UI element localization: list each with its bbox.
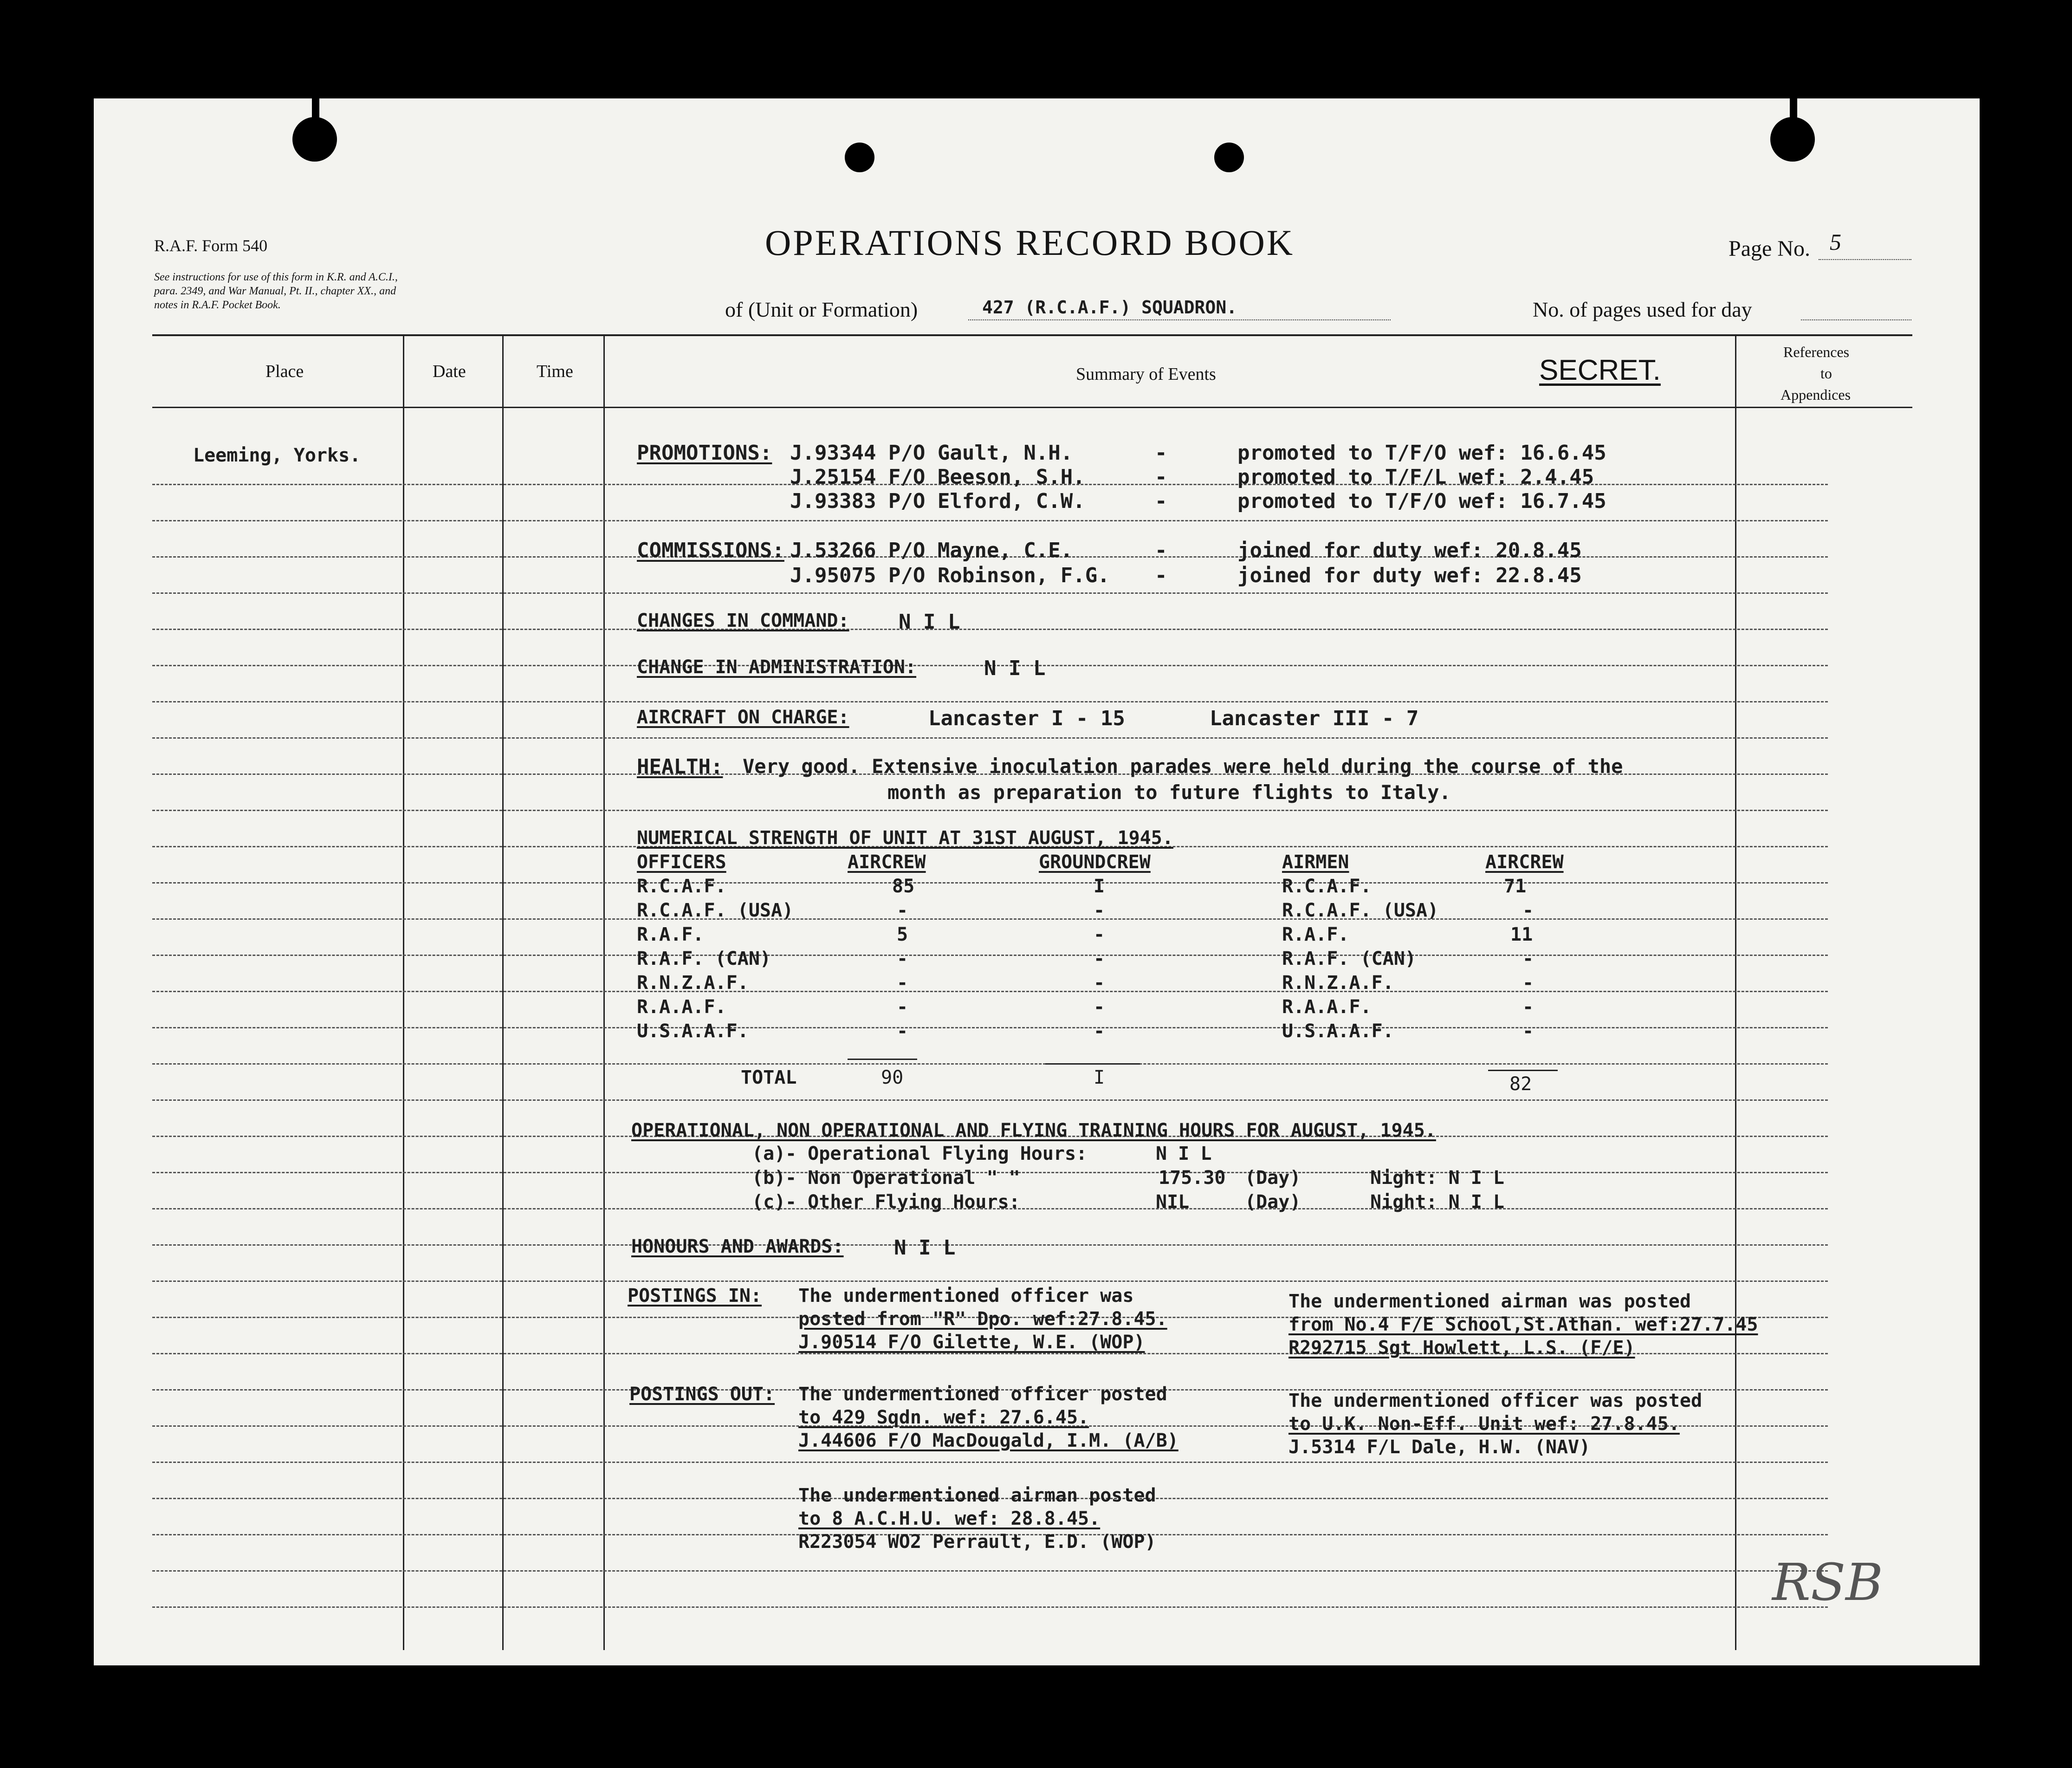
postings-in-left-line: J.90514 F/O Gilette, W.E. (WOP): [798, 1332, 1145, 1353]
postings-out-left-line: The undermentioned officer posted: [798, 1384, 1167, 1405]
strength-total-officers: 90: [881, 1067, 904, 1088]
column-header-summary: Summary of Events: [1076, 364, 1216, 384]
postings-out-heading: POSTINGS OUT:: [629, 1384, 775, 1405]
commission-entry-what: joined for duty wef: 20.8.45: [1237, 539, 1582, 562]
strength-officer-row-groundcrew: I: [1094, 876, 1105, 897]
commission-entry-who: J.95075 P/O Robinson, F.G.: [790, 564, 1110, 587]
promotion-entry-who: J.93383 P/O Elford, C.W.: [790, 489, 1085, 513]
postings-out-left2-line: R223054 WO2 Perrault, E.D. (WOP): [798, 1531, 1156, 1553]
strength-airmen-row-label: R.C.A.F. (USA): [1282, 900, 1439, 921]
hours-row-key: (a): [752, 1143, 786, 1164]
strength-officer-row-label: R.A.F.: [637, 924, 704, 945]
postings-in-right-line: The undermentioned airman was posted: [1289, 1291, 1691, 1312]
changes-in-command-value: N I L: [899, 610, 960, 634]
health-text-line-1: Very good. Extensive inoculation parades were held during the course of the: [743, 755, 1623, 778]
page-number-value: 5: [1830, 229, 1841, 255]
column-header-references-3: Appendices: [1781, 386, 1851, 403]
promotion-entry-dash: -: [1155, 489, 1167, 513]
postings-in-right-line: from No.4 F/E School,St.Athan. wef:27.7.45: [1289, 1314, 1758, 1335]
hours-heading: OPERATIONAL, NON OPERATIONAL AND FLYING TRAINING HOURS FOR AUGUST, 1945.: [631, 1120, 1436, 1141]
hours-row-day: (Day): [1245, 1167, 1301, 1189]
strength-header-officers: OFFICERS: [637, 852, 726, 873]
ruled-line: [152, 1606, 1828, 1608]
strength-officer-row-groundcrew: -: [1094, 924, 1105, 945]
strength-officer-row-groundcrew: -: [1094, 1020, 1105, 1042]
honours-value: N I L: [894, 1236, 956, 1260]
ruled-line: [152, 1280, 1828, 1282]
form-instructions-3: notes in R.A.F. Pocket Book.: [154, 299, 281, 311]
ruled-line: [152, 918, 1828, 920]
postings-in-heading: POSTINGS IN:: [628, 1285, 762, 1306]
classification-secret: SECRET.: [1539, 354, 1661, 386]
postings-out-right-line: The undermentioned officer was posted: [1289, 1390, 1703, 1411]
pages-used-label: No. of pages used for day: [1533, 298, 1752, 321]
postings-out-left-line: to 429 Sqdn. wef: 27.6.45.: [798, 1407, 1089, 1428]
strength-heading: NUMERICAL STRENGTH OF UNIT AT 31ST AUGUST, 1945.: [637, 827, 1173, 849]
promotion-entry-dash: -: [1155, 441, 1167, 465]
unit-value: 427 (R.C.A.F.) SQUADRON.: [982, 297, 1237, 318]
total-rule-airmen: [1488, 1070, 1558, 1071]
ruled-line: [152, 629, 1828, 630]
commission-entry-dash: -: [1155, 564, 1167, 587]
hours-row-key: (c): [752, 1191, 786, 1213]
strength-total-groundcrew: I: [1094, 1067, 1105, 1088]
place-entry: Leeming, Yorks.: [193, 445, 361, 466]
commission-entry-dash: -: [1155, 539, 1167, 562]
promotion-entry-who: J.25154 F/O Beeson, S.H.: [790, 465, 1085, 489]
hours-row-night: Night: N I L: [1370, 1191, 1504, 1213]
page-title: OPERATIONS RECORD BOOK: [765, 222, 1295, 263]
pages-used-rule: [1801, 319, 1911, 321]
hours-row-value: N I L: [1156, 1143, 1212, 1164]
column-header-references-1: References: [1783, 344, 1850, 360]
postings-out-left-line: J.44606 F/O MacDougald, I.M. (A/B): [798, 1430, 1178, 1451]
ruled-line: [152, 1462, 1828, 1463]
aircraft-on-charge-item-2: Lancaster III - 7: [1210, 707, 1419, 730]
ruled-line: [152, 701, 1828, 702]
postings-out-left2-line: The undermentioned airman posted: [798, 1485, 1156, 1506]
ruled-line: [152, 592, 1828, 594]
strength-header-airmen: AIRMEN: [1282, 852, 1349, 873]
ruled-line: [152, 520, 1828, 521]
strength-officer-row-label: R.A.A.F.: [637, 996, 726, 1018]
strength-officer-row-label: U.S.A.A.F.: [637, 1020, 749, 1042]
change-in-administration-heading: CHANGE IN ADMINISTRATION:: [637, 656, 917, 678]
hours-row-label: - Operational Flying Hours:: [785, 1143, 1088, 1164]
commission-entry-what: joined for duty wef: 22.8.45: [1237, 564, 1582, 587]
strength-airmen-row-label: U.S.A.A.F.: [1282, 1020, 1394, 1042]
column-header-references-2: to: [1820, 365, 1832, 382]
promotion-entry-what: promoted to T/F/O wef: 16.6.45: [1237, 441, 1606, 465]
aircraft-on-charge-item-1: Lancaster I - 15: [928, 707, 1125, 730]
postings-out-right-line: to U.K. Non-Eff. Unit wef: 27.8.45.: [1289, 1413, 1680, 1435]
promotion-entry-who: J.93344 P/O Gault, N.H.: [790, 441, 1073, 465]
strength-officer-row-aircrew: -: [897, 996, 908, 1018]
strength-officer-row-aircrew: 85: [892, 876, 915, 897]
strength-total-airmen: 82: [1509, 1073, 1532, 1095]
header-top-rule: [152, 334, 1912, 336]
column-header-date: Date: [433, 362, 466, 381]
binder-hole-right: [1770, 117, 1815, 162]
postings-in-left-line: The undermentioned officer was: [798, 1285, 1134, 1306]
form-instructions-1: See instructions for use of this form in K.R. and A.C.I.,: [154, 271, 398, 283]
hours-row-label: - Non Operational " ": [785, 1167, 1020, 1189]
ruled-line: [152, 1244, 1828, 1246]
strength-officer-row-aircrew: -: [897, 900, 908, 921]
strength-officer-row-aircrew: 5: [897, 924, 908, 945]
promotion-entry-what: promoted to T/F/L wef: 2.4.45: [1237, 465, 1594, 489]
postings-out-left2-line: to 8 A.C.H.U. wef: 28.8.45.: [798, 1508, 1101, 1529]
page-number-label: Page No.: [1729, 236, 1810, 261]
ruled-line: [152, 737, 1828, 739]
promotion-entry-dash: -: [1155, 465, 1167, 489]
total-rule-groundcrew: [1045, 1063, 1140, 1065]
ruled-line: [152, 1570, 1828, 1572]
ruled-line: [152, 1063, 1828, 1065]
strength-airmen-row-aircrew: 11: [1510, 924, 1533, 945]
handwritten-signature: RSB: [1772, 1553, 1884, 1612]
strength-airmen-row-label: R.C.A.F.: [1282, 876, 1372, 897]
strength-airmen-row-label: R.A.F.: [1282, 924, 1349, 945]
hours-row-key: (b): [752, 1167, 786, 1189]
change-in-administration-value: N I L: [984, 656, 1046, 680]
hours-row-night: Night: N I L: [1370, 1167, 1504, 1189]
strength-airmen-row-aircrew: -: [1522, 948, 1534, 969]
hours-row-label: - Other Flying Hours:: [785, 1191, 1020, 1213]
column-header-time: Time: [537, 362, 573, 381]
column-divider-summary: [1735, 334, 1736, 1650]
column-header-place: Place: [265, 362, 304, 381]
strength-officer-row-label: R.A.F. (CAN): [637, 948, 771, 969]
form-id: R.A.F. Form 540: [154, 236, 268, 255]
health-text-line-2: month as preparation to future flights to Italy.: [887, 781, 1451, 804]
ruled-line: [152, 1099, 1828, 1101]
health-heading: HEALTH:: [637, 755, 723, 779]
commission-entry-who: J.53266 P/O Mayne, C.E.: [790, 539, 1073, 562]
strength-officer-row-aircrew: -: [897, 948, 908, 969]
unit-rule: [968, 319, 1391, 321]
strength-airmen-row-label: R.A.F. (CAN): [1282, 948, 1416, 969]
strength-airmen-row-aircrew: 71: [1504, 876, 1527, 897]
ruled-line: [152, 882, 1828, 884]
commissions-heading: COMMISSIONS:: [637, 539, 784, 562]
strength-officer-row-aircrew: -: [897, 1020, 908, 1042]
hours-row-value: 175.30: [1159, 1167, 1226, 1189]
strength-airmen-row-aircrew: -: [1522, 972, 1534, 994]
strength-officer-row-groundcrew: -: [1094, 948, 1105, 969]
strength-header-groundcrew: GROUNDCREW: [1039, 852, 1151, 873]
strength-officer-row-label: R.N.Z.A.F.: [637, 972, 749, 994]
ruled-line: [152, 991, 1828, 992]
punch-hole: [845, 143, 874, 172]
strength-airmen-row-aircrew: -: [1522, 1020, 1534, 1042]
column-divider-place: [403, 334, 404, 1650]
strength-airmen-row-label: R.N.Z.A.F.: [1282, 972, 1394, 994]
total-rule-officers: [848, 1059, 917, 1060]
strength-officer-row-aircrew: -: [897, 972, 908, 994]
ruled-line: [152, 810, 1828, 811]
hours-row-day: (Day): [1245, 1191, 1301, 1213]
strength-officer-row-label: R.C.A.F. (USA): [637, 900, 794, 921]
strength-officer-row-label: R.C.A.F.: [637, 876, 726, 897]
strength-total-label: TOTAL: [741, 1067, 797, 1088]
strength-airmen-row-label: R.A.A.F.: [1282, 996, 1372, 1018]
honours-heading: HONOURS AND AWARDS:: [631, 1236, 844, 1257]
column-divider-time: [603, 334, 605, 1650]
strength-header-airmen-aircrew: AIRCREW: [1485, 852, 1564, 873]
hours-row-value: NIL: [1156, 1191, 1190, 1213]
strength-header-officer-aircrew: AIRCREW: [848, 852, 926, 873]
promotion-entry-what: promoted to T/F/O wef: 16.7.45: [1237, 489, 1606, 513]
aircraft-on-charge-heading: AIRCRAFT ON CHARGE:: [637, 707, 849, 728]
page-number-rule: [1819, 259, 1911, 261]
ruled-line: [152, 955, 1828, 956]
strength-officer-row-groundcrew: -: [1094, 900, 1105, 921]
postings-in-left-line: posted from "R" Dpo. wef:27.8.45.: [798, 1308, 1167, 1330]
header-bottom-rule: [152, 407, 1912, 408]
ruled-line: [152, 1027, 1828, 1028]
strength-officer-row-groundcrew: -: [1094, 972, 1105, 994]
unit-label: of (Unit or Formation): [725, 298, 918, 321]
strength-airmen-row-aircrew: -: [1522, 900, 1534, 921]
punch-hole: [1214, 143, 1244, 172]
strength-airmen-row-aircrew: -: [1522, 996, 1534, 1018]
changes-in-command-heading: CHANGES IN COMMAND:: [637, 610, 849, 631]
column-divider-date: [502, 334, 504, 1650]
promotions-heading: PROMOTIONS:: [637, 441, 772, 465]
postings-out-right-line: J.5314 F/L Dale, H.W. (NAV): [1289, 1436, 1591, 1458]
postings-in-right-line: R292715 Sgt Howlett, L.S. (F/E): [1289, 1337, 1635, 1358]
binder-hole-left: [292, 117, 337, 162]
form-instructions-2: para. 2349, and War Manual, Pt. II., chapter XX., and: [154, 285, 396, 297]
strength-officer-row-groundcrew: -: [1094, 996, 1105, 1018]
